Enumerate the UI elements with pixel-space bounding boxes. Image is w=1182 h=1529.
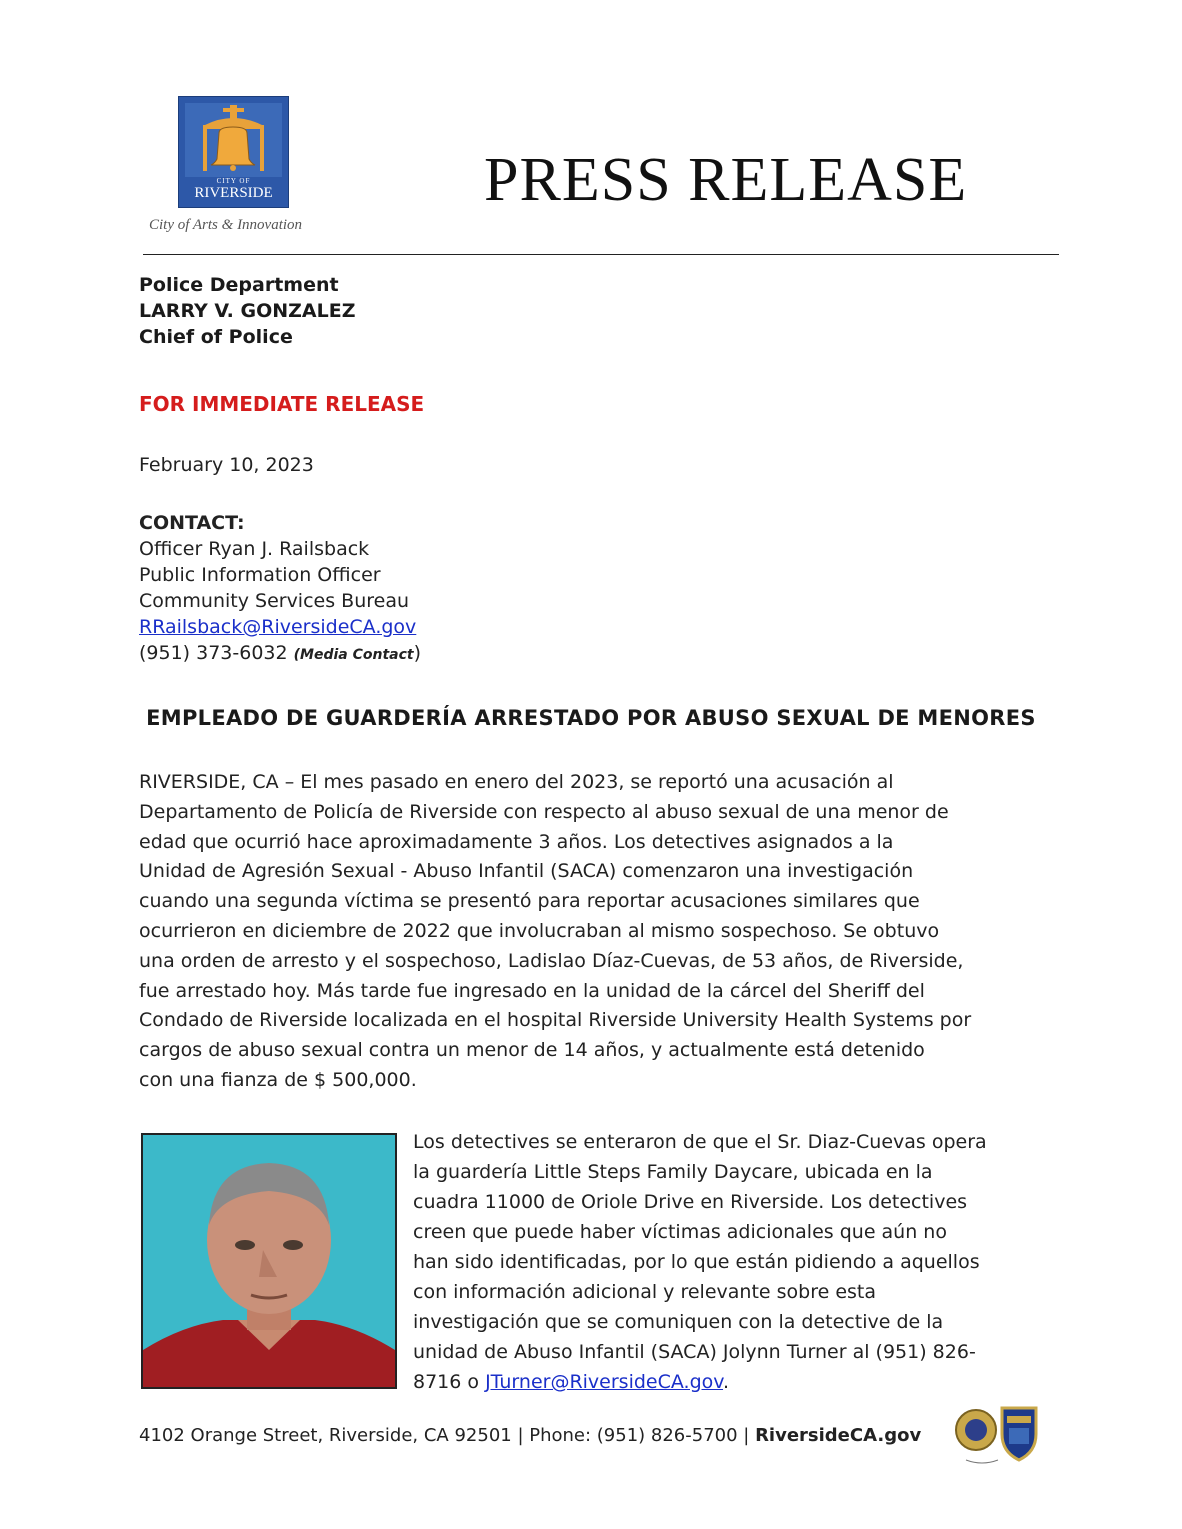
paragraph-line: Condado de Riverside localizada en el hospital Riverside University Health Systems por <box>139 1009 972 1032</box>
department-name: Police Department <box>139 274 339 296</box>
contact-phone: (951) 373-6032 <box>139 642 288 664</box>
detective-email-link[interactable]: JTurner@RiversideCA.gov <box>485 1371 724 1393</box>
article-headline: EMPLEADO DE GUARDERÍA ARRESTADO POR ABUSO SEXUAL DE MENORES <box>146 706 1036 730</box>
logo-tagline: City of Arts & Innovation <box>149 217 303 233</box>
last-line-suffix: . <box>723 1371 730 1393</box>
police-badges <box>952 1400 1044 1468</box>
paragraph-line: ocurrieron en diciembre de 2022 que involucraban al mismo sospechoso. Se obtuvo <box>139 919 940 942</box>
footer-website-link[interactable]: RiversideCA.gov <box>755 1425 922 1446</box>
footer <box>139 1425 921 1446</box>
paragraph-line: cuando una segunda víctima se presentó para reportar acusaciones similares que <box>139 890 920 913</box>
logo-city-of: CITY OF <box>216 177 251 185</box>
police-badge-icon <box>952 1400 1044 1468</box>
person-photo-icon <box>143 1135 395 1387</box>
department-block <box>139 272 356 350</box>
paragraph-line: una orden de arresto y el sospechoso, Ladislao Díaz-Cuevas, de 53 años, de Riverside, <box>139 949 964 972</box>
last-line-prefix: 8716 o <box>413 1371 486 1393</box>
contact-title: Public Information Officer <box>139 564 381 586</box>
release-date: February 10, 2023 <box>139 454 314 476</box>
paragraph-line: unidad de Abuso Infantil (SACA) Jolynn Turner al (951) 826- <box>413 1341 976 1363</box>
footer-address: 4102 Orange Street, Riverside, CA 92501 | Phone: (951) 826-5700 | <box>139 1425 756 1446</box>
paragraph-line: la guardería Little Steps Family Daycare, ubicada en la <box>413 1161 933 1183</box>
page-title: PRESS RELEASE <box>484 146 968 214</box>
paragraph-line: creen que puede haber víctimas adicionales que aún no <box>413 1221 947 1243</box>
paragraph-line: han sido identificadas, por lo que están pidiendo a aquellos <box>413 1251 980 1273</box>
paragraph-line: Los detectives se enteraron de que el Sr. Diaz-Cuevas opera <box>413 1131 987 1153</box>
paragraph-line: Unidad de Agresión Sexual - Abuso Infantil (SACA) comenzaron una investigación <box>139 860 914 883</box>
paragraph-line: fue arrestado hoy. Más tarde fue ingresado en la unidad de la cárcel del Sheriff del <box>139 979 925 1002</box>
logo-panel <box>185 103 282 177</box>
contact-phone-line <box>139 640 421 668</box>
paragraph-line: RIVERSIDE, CA – El mes pasado en enero del 2023, se reportó una acusación al <box>139 771 894 793</box>
contact-email-link[interactable]: RRailsback@RiversideCA.gov <box>139 616 417 638</box>
immediate-release-label: FOR IMMEDIATE RELEASE <box>139 392 425 416</box>
contact-label: CONTACT: <box>139 512 245 534</box>
paragraph-line: Departamento de Policía de Riverside con respecto al abuso sexual de una menor de <box>139 800 949 823</box>
logo-city-name: RIVERSIDE <box>194 185 273 201</box>
contact-block <box>139 510 421 668</box>
city-logo <box>178 96 289 208</box>
contact-bureau: Community Services Bureau <box>139 590 410 612</box>
header-divider <box>143 254 1059 255</box>
media-contact-close: ) <box>413 642 422 664</box>
article-paragraph-2 <box>413 1127 1053 1397</box>
paragraph-line-last <box>413 1367 1053 1397</box>
paragraph-line: cargos de abuso sexual contra un menor de 14 años, y actualmente está detenido <box>139 1039 925 1062</box>
chief-name: LARRY V. GONZALEZ <box>139 300 356 322</box>
paragraph-line: cuadra 11000 de Oriole Drive en Riverside. Los detectives <box>413 1191 968 1213</box>
paragraph-line: con una fianza de $ 500,000. <box>139 1068 417 1091</box>
paragraph-line: edad que ocurrió hace aproximadamente 3 años. Los detectives asignados a la <box>139 830 894 853</box>
media-contact-note: (Media Contact <box>293 647 414 663</box>
bell-icon <box>185 103 282 177</box>
article-paragraph-1 <box>139 768 1044 1096</box>
chief-title: Chief of Police <box>139 326 293 348</box>
paragraph-line: investigación que se comuniquen con la detective de la <box>413 1311 944 1333</box>
suspect-photo <box>141 1133 397 1389</box>
contact-name: Officer Ryan J. Railsback <box>139 538 370 560</box>
paragraph-line: con información adicional y relevante sobre esta <box>413 1281 877 1303</box>
